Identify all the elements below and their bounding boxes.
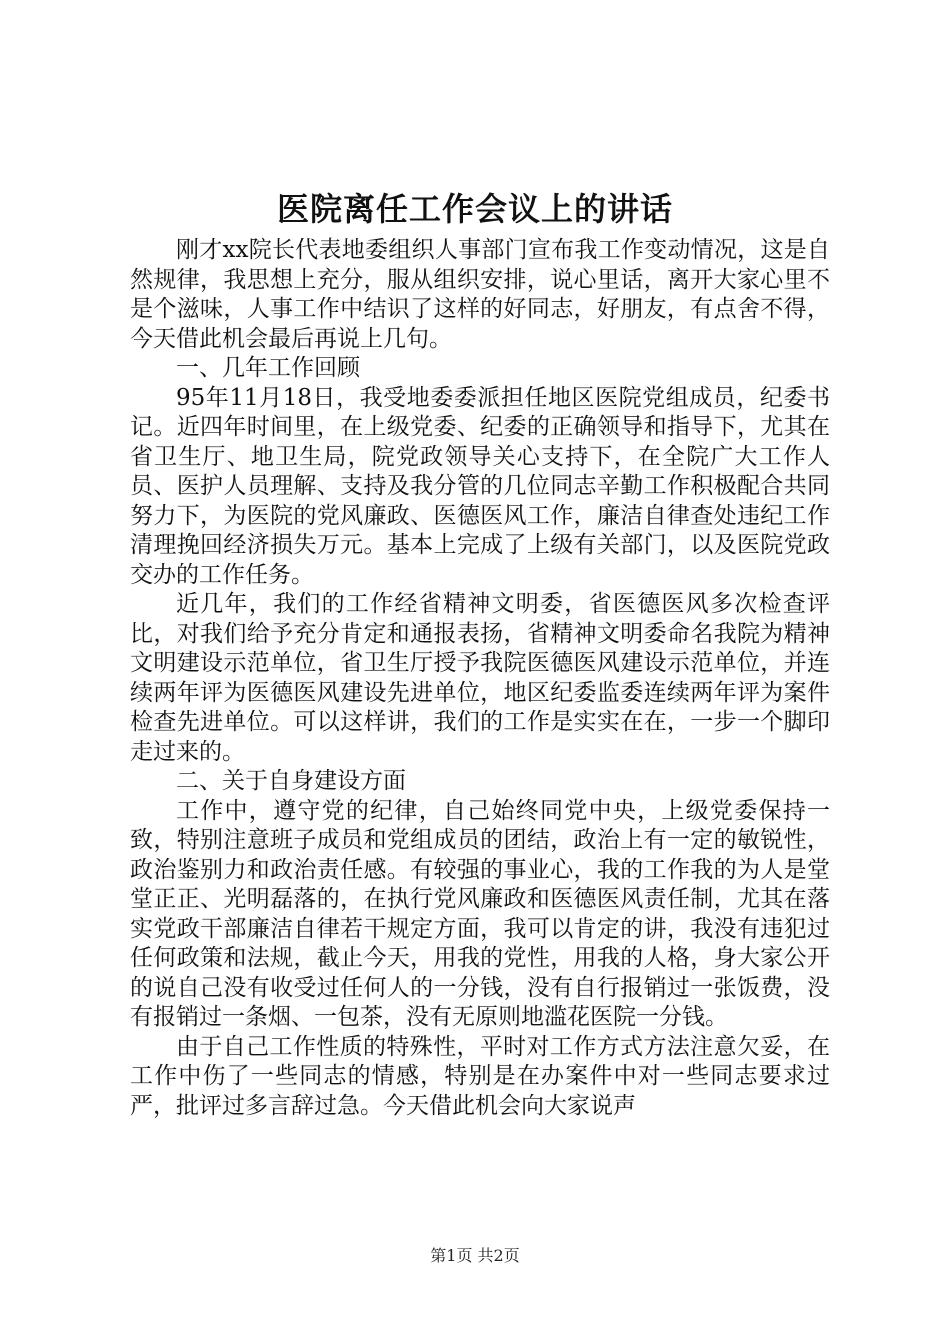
section-heading-review: 一、几年工作回顾 [176,355,360,381]
document-title: 医院离任工作会议上的讲话 [276,190,673,228]
page-number-footer: 第1页 共2页 [430,1246,520,1265]
section-heading-self-building: 二、关于自身建设方面 [176,768,406,794]
paragraph-achievements: 近几年，我们的工作经省精神文明委，省医德医风多次检查评比，对我们给予充分肯定和通报表扬，省精神文明委命名我院为精神文明建设示范单位，省卫生厅授予我院医德医风建设示范单位，并连续两年评为医德医风建设先进单位，地区纪委监委连续两年评为案件检查先进单位。可以这样讲，我们的工作是实实在在，一步一个脚印走过来的。 [130,591,830,765]
document-body [130,236,830,1121]
paragraph-self-conduct: 工作中，遵守党的纪律，自己始终同党中央，上级党委保持一致，特别注意班子成员和党组成员的团结，政治上有一定的敏锐性，政治鉴别力和政治责任感。有较强的事业心，我的工作我的为人是堂堂正正、光明磊落的，在执行党风廉政和医德医风责任制，尤其在落实党政干部廉洁自律若干规定方面，我可以肯定的讲，我没有违犯过任何政策和法规，截止今天，用我的党性，用我的人格，身大家公开的说自己没有收受过任何人的一分钱，没有自行报销过一张饭费，没有报销过一条烟、一包茶，没有无原则地滥花医院一分钱。 [130,797,830,1030]
paragraph-opening: 刚才xx院长代表地委组织人事部门宣布我工作变动情况，这是自然规律，我思想上充分，服从组织安排，说心里话，离开大家心里不是个滋味，人事工作中结识了这样的好同志，好朋友，有点舍不得，今天借此机会最后再说上几句。 [130,237,830,352]
paragraph-work-history: 95年11月18日，我受地委委派担任地区医院党组成员，纪委书记。近四年时间里，在上级党委、纪委的正确领导和指导下，尤其在省卫生厅、地卫生局，院党政领导关心支持下，在全院广大工作人员、医护人员理解、支持及我分管的几位同志辛勤工作积极配合共同努力下，为医院的党风廉政、医德医风工作，廉洁自律查处违纪工作清理挽回经济损失万元。基本上完成了上级有关部门，以及医院党政交办的工作任务。 [130,384,830,588]
paragraph-apology: 由于自己工作性质的特殊性，平时对工作方式方法注意欠妥，在工作中伤了一些同志的情感，特别是在办案件中对一些同志要求过严，批评过多言辞过急。今天借此机会向大家说声 [130,1033,830,1119]
